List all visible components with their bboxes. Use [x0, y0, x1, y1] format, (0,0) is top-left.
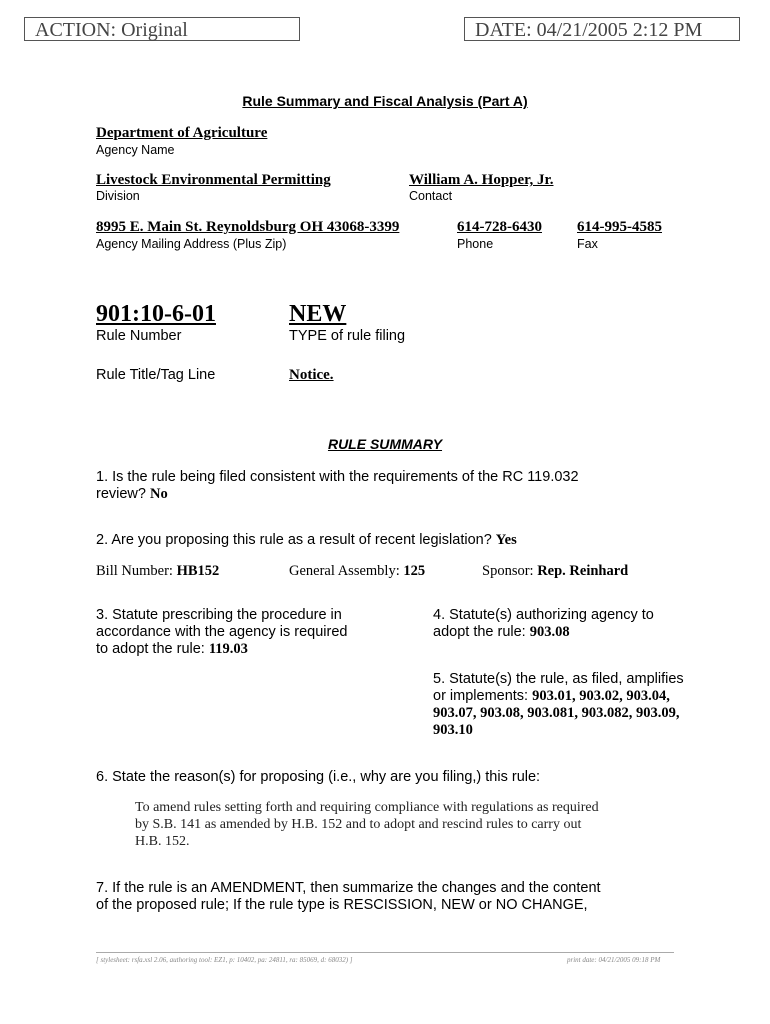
rule-type-label: TYPE of rule filing	[289, 328, 406, 344]
rule-number-label: Rule Number	[96, 328, 182, 344]
question-4-answer: 903.08	[529, 624, 570, 640]
phone-value: 614-728-6430	[457, 219, 542, 235]
bill-number	[96, 563, 219, 580]
rule-summary-heading: RULE SUMMARY	[327, 436, 443, 452]
fax-value: 614-995-4585	[577, 219, 662, 235]
question-5-line-2: or implements:	[433, 688, 529, 704]
contact-value: William A. Hopper, Jr.	[409, 172, 554, 188]
question-5-answer-line-3: 903.10	[433, 722, 473, 738]
question-1	[96, 469, 716, 503]
question-3-answer: 119.03	[208, 641, 248, 657]
question-7-line-1: 7. If the rule is an AMENDMENT, then summarize the changes and the content	[96, 880, 601, 896]
question-6-answer-line-2: by S.B. 141 as amended by H.B. 152 and to adopt and rescind rules to carry out	[135, 817, 582, 832]
question-1-line-1: 1. Is the rule being filed consistent with the requirements of the RC 119.032	[96, 469, 579, 485]
question-3	[96, 607, 406, 658]
rule-number-value: 901:10-6-01	[96, 301, 216, 327]
question-7-line-2: of the proposed rule; If the rule type is RESCISSION, NEW or NO CHANGE,	[96, 897, 588, 913]
question-6-answer	[135, 799, 735, 850]
question-6: 6. State the reason(s) for proposing (i.e., why are you filing,) this rule:	[96, 769, 541, 785]
question-6-answer-line-3: H.B. 152.	[135, 834, 190, 849]
general-assembly	[289, 563, 425, 580]
contact-label: Contact	[409, 189, 453, 203]
question-4-line-1: 4. Statute(s) authorizing agency to	[433, 607, 654, 623]
question-2	[96, 532, 716, 549]
page-title: Rule Summary and Fiscal Analysis (Part A)	[242, 93, 528, 109]
question-1-line-2: review?	[96, 486, 146, 502]
sponsor	[482, 563, 628, 580]
footer-print-date: print date: 04/21/2005 09:18 PM	[567, 956, 661, 964]
question-3-line-1: 3. Statute prescribing the procedure in	[96, 607, 342, 623]
sponsor-label: Sponsor:	[482, 563, 534, 579]
division-label: Division	[96, 189, 140, 203]
rule-title-value: Notice.	[289, 367, 334, 383]
question-2-text: 2. Are you proposing this rule as a result of recent legislation?	[96, 532, 492, 548]
question-5	[433, 671, 753, 739]
date-text: DATE: 04/21/2005 2:12 PM	[475, 19, 703, 41]
date-box	[464, 17, 740, 41]
question-5-line-1: 5. Statute(s) the rule, as filed, amplifies	[433, 671, 684, 687]
agency-name-value: Department of Agriculture	[96, 125, 268, 141]
question-3-line-2: accordance with the agency is required	[96, 624, 348, 640]
action-text: ACTION: Original	[35, 19, 188, 41]
division-value: Livestock Environmental Permitting	[96, 172, 331, 188]
general-assembly-value: 125	[403, 563, 426, 579]
address-label: Agency Mailing Address (Plus Zip)	[96, 237, 287, 251]
action-box	[24, 17, 300, 41]
general-assembly-label: General Assembly:	[289, 563, 400, 579]
bill-number-label: Bill Number:	[96, 563, 173, 579]
bill-number-value: HB152	[176, 563, 220, 579]
sponsor-value: Rep. Reinhard	[537, 563, 629, 579]
question-5-answer-line-1: 903.01, 903.02, 903.04,	[532, 688, 670, 704]
agency-name-label: Agency Name	[96, 143, 175, 157]
footer-divider	[96, 952, 674, 953]
question-1-answer: No	[150, 486, 168, 502]
question-6-answer-line-1: To amend rules setting forth and requiring compliance with regulations as required	[135, 800, 599, 815]
rule-title-label: Rule Title/Tag Line	[96, 367, 216, 383]
footer-stylesheet-info: [ stylesheet: rsfa.xsl 2.06, authoring tool: EZ1, p: 10402, pa: 24811, ra: 85069, d: 68032) ]	[96, 956, 353, 964]
question-3-line-3: to adopt the rule:	[96, 641, 205, 657]
fax-label: Fax	[577, 237, 598, 251]
rule-type-value: NEW	[289, 301, 347, 327]
phone-label: Phone	[457, 237, 494, 251]
question-5-answer-line-2: 903.07, 903.08, 903.081, 903.082, 903.09,	[433, 705, 680, 721]
question-2-answer: Yes	[495, 532, 517, 548]
question-4	[433, 607, 733, 641]
address-value: 8995 E. Main St. Reynoldsburg OH 43068-3399	[96, 219, 400, 235]
question-4-line-2: adopt the rule:	[433, 624, 526, 640]
question-7	[96, 880, 736, 914]
